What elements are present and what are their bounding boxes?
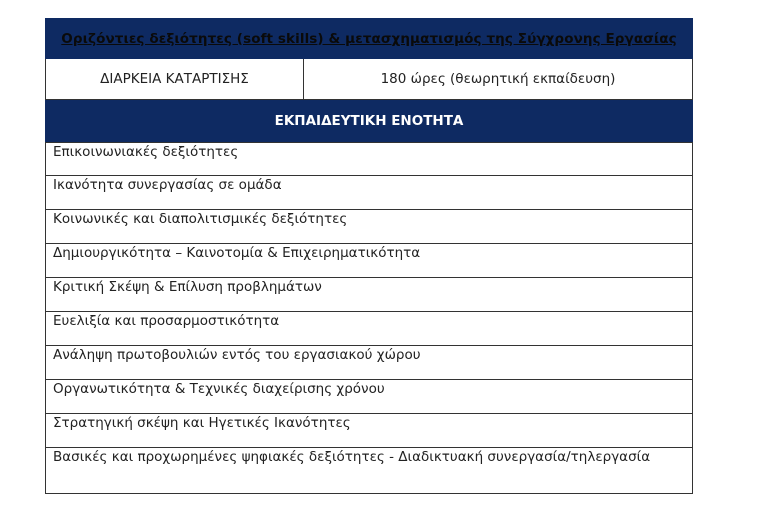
module-row: Κοινωνικές και διαπολιτισμικές δεξιότητες xyxy=(45,210,693,244)
duration-row xyxy=(45,59,693,100)
duration-label: ΔΙΑΡΚΕΙΑ ΚΑΤΑΡΤΙΣΗΣ xyxy=(46,59,304,99)
module-row: Κριτική Σκέψη & Επίλυση προβλημάτων xyxy=(45,278,693,312)
duration-value: 180 ώρες (θεωρητική εκπαίδευση) xyxy=(380,71,616,87)
course-table xyxy=(45,18,693,494)
module-row: Στρατηγική σκέψη και Ηγετικές Ικανότητες xyxy=(45,414,693,448)
section-header-row xyxy=(45,100,693,142)
module-row: Οργανωτικότητα & Τεχνικές διαχείρισης χρόνου xyxy=(45,380,693,414)
course-title-row xyxy=(45,18,693,59)
module-row: Ευελιξία και προσαρμοστικότητα xyxy=(45,312,693,346)
section-header: ΕΚΠΑΙΔΕΥΤΙΚΗ ΕΝΟΤΗΤΑ xyxy=(274,113,464,129)
module-row: Βασικές και προχωρημένες ψηφιακές δεξιότητες - Διαδικτυακή συνεργασία/τηλεργασία xyxy=(45,448,693,494)
module-row: Δημιουργικότητα – Καινοτομία & Επιχειρηματικότητα xyxy=(45,244,693,278)
course-title: Οριζόντιες δεξιότητες (soft skills) & μετασχηματισμός της Σύγχρονης Εργασίας xyxy=(61,30,677,47)
module-row: Ικανότητα συνεργασίας σε ομάδα xyxy=(45,176,693,210)
module-row: Επικοινωνιακές δεξιότητες xyxy=(45,142,693,176)
module-row: Ανάληψη πρωτοβουλιών εντός του εργασιακού χώρου xyxy=(45,346,693,380)
